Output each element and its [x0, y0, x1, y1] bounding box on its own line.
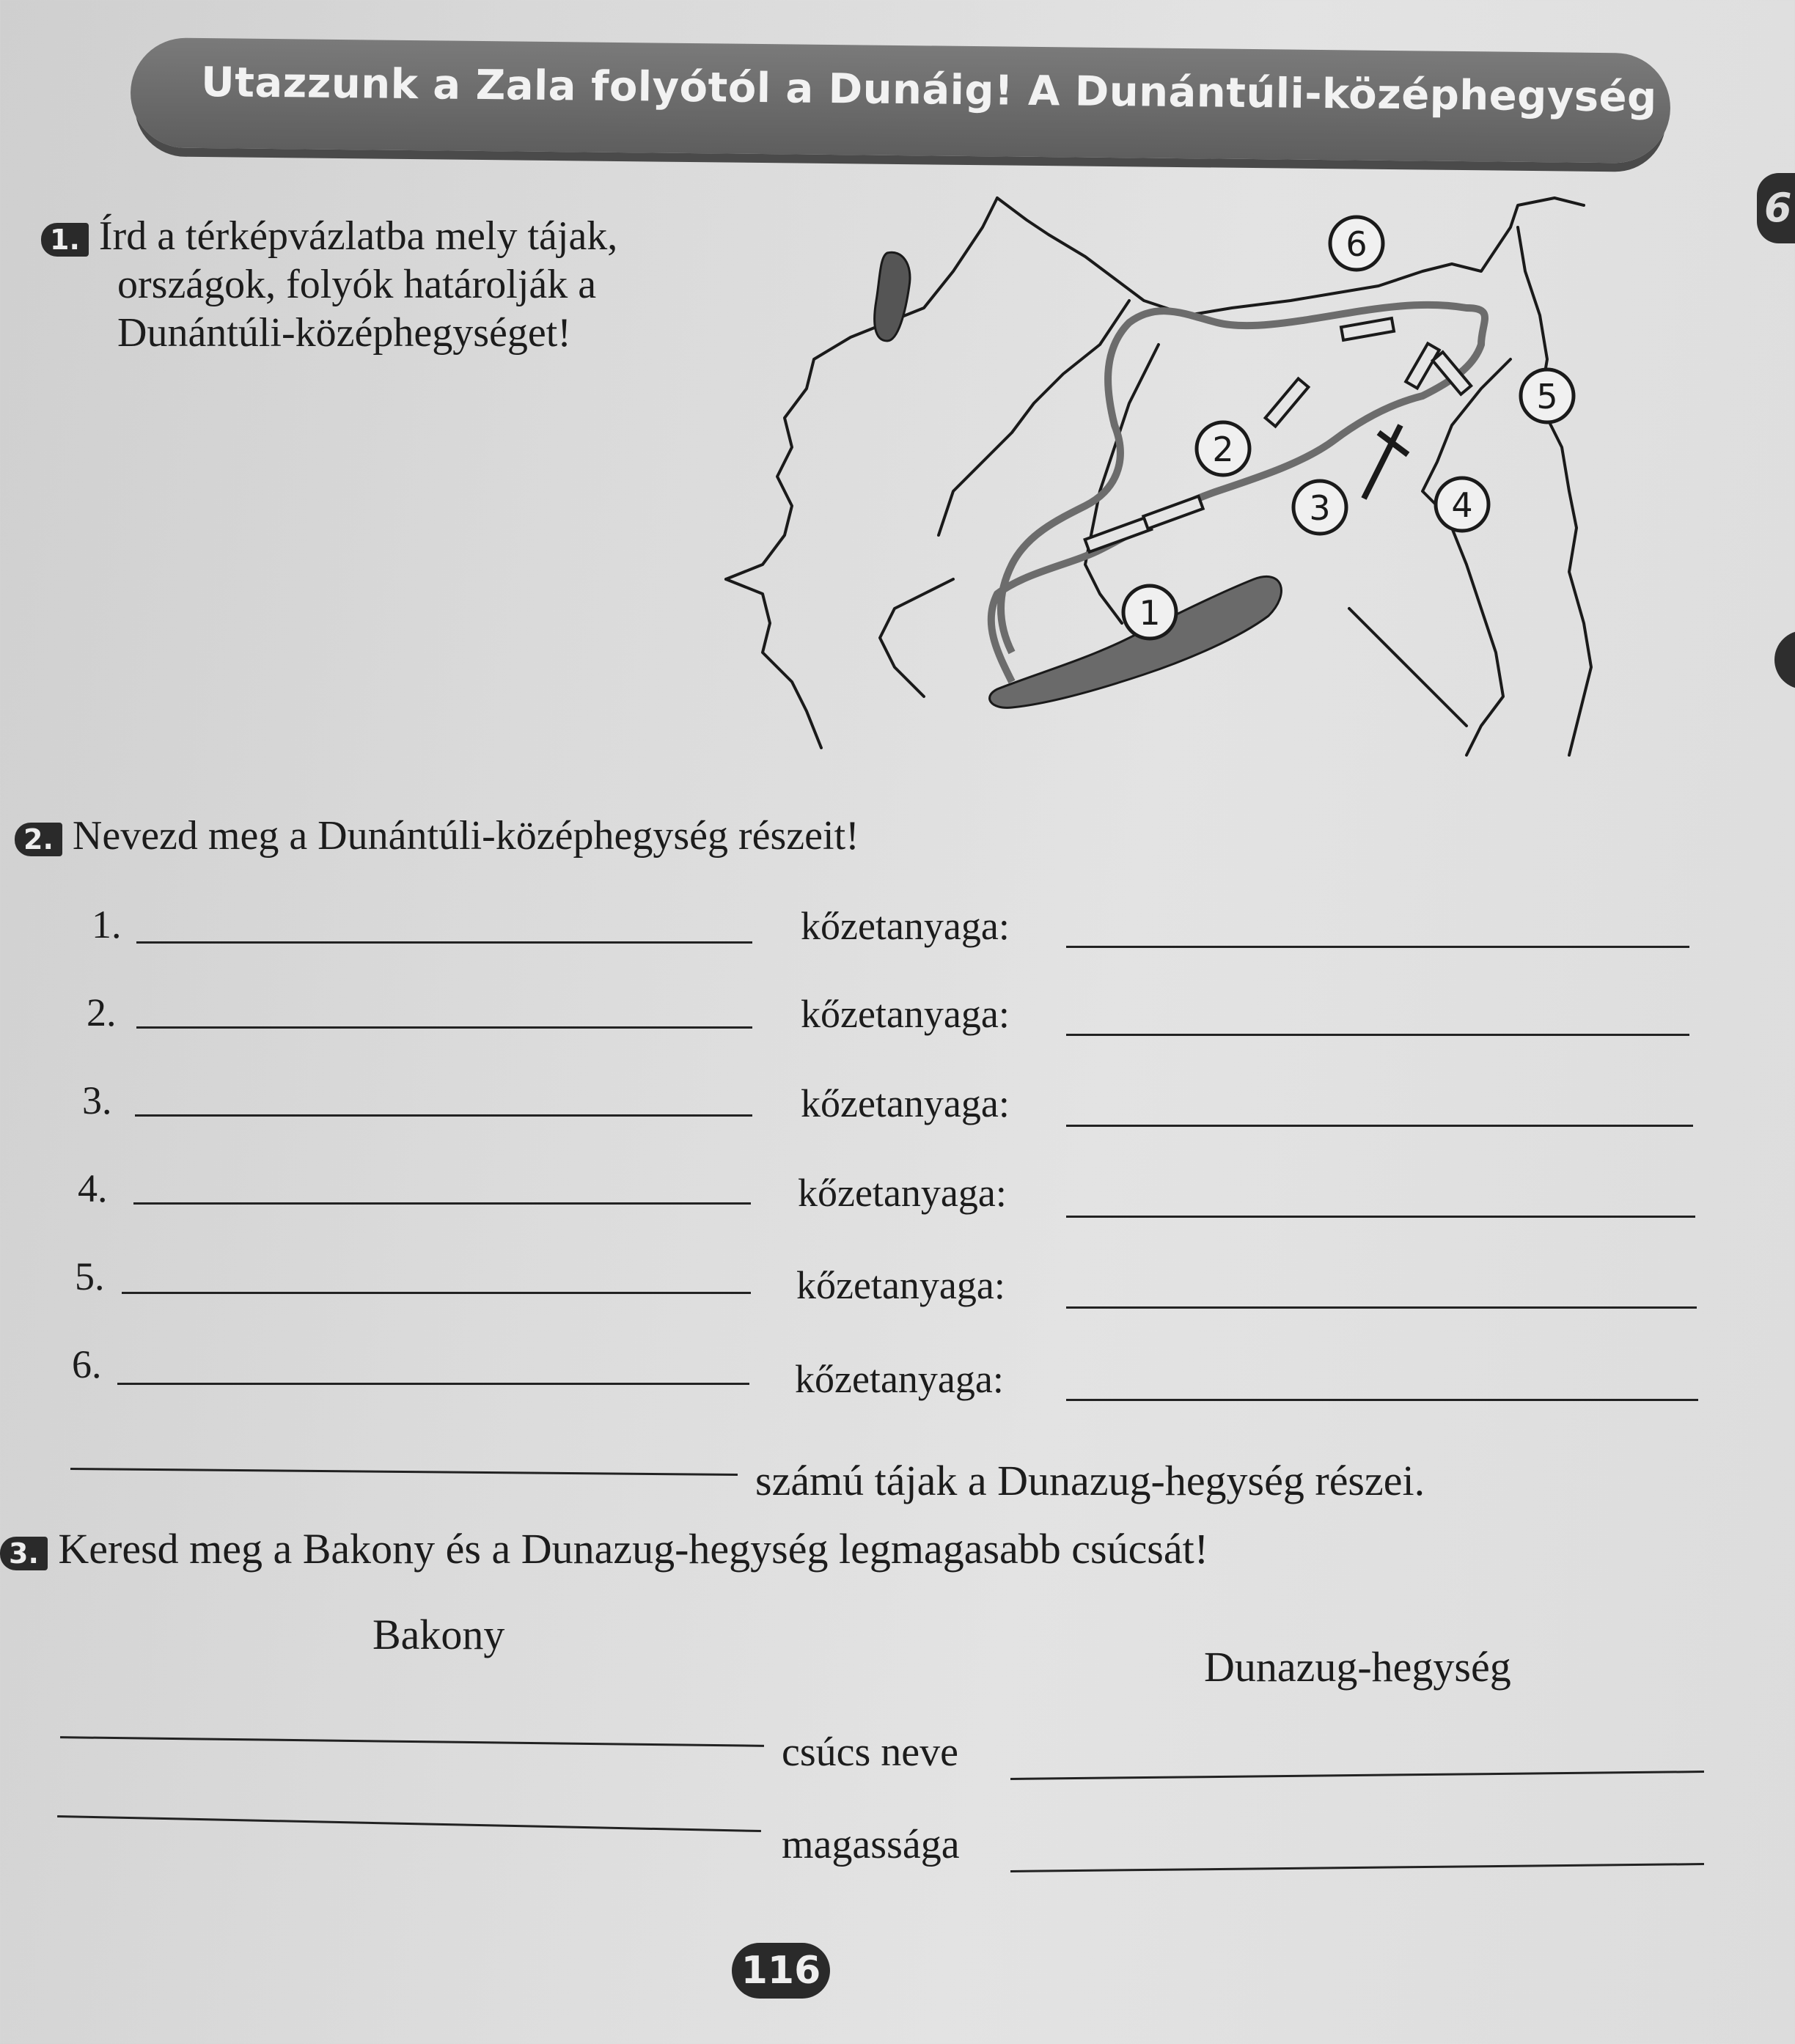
task3-badge: 3.	[0, 1537, 48, 1570]
row-4-rock-blank[interactable]	[1066, 1216, 1695, 1218]
border-west	[726, 198, 997, 579]
river-danube-north	[997, 198, 1584, 315]
height-label: magassága	[782, 1822, 960, 1867]
map-marker-4	[1436, 478, 1489, 531]
task3-heading	[0, 1525, 1208, 1574]
map-marker-5	[1521, 370, 1574, 422]
row-2-rock-label: kőzetanyaga:	[801, 992, 1010, 1036]
col-bakony: Bakony	[372, 1611, 505, 1658]
task1-line-1	[41, 213, 617, 260]
svg-text:1: 1	[1139, 593, 1161, 633]
row-2-name-blank[interactable]	[136, 1026, 752, 1029]
row-3-rock-blank[interactable]	[1066, 1125, 1693, 1127]
river-sw	[726, 579, 821, 748]
ridge-1b	[1143, 496, 1203, 529]
map-marker-6	[1330, 217, 1383, 270]
row-6-rock-blank[interactable]	[1066, 1399, 1698, 1401]
ridge-2	[1266, 378, 1309, 426]
row-5-number: 5.	[75, 1254, 105, 1298]
dunazug-text: számú tájak a Dunazug-hegység részei.	[755, 1457, 1425, 1504]
task1-line-3: Dunántúli-középhegységet!	[117, 310, 571, 356]
task1-badge: 1.	[41, 223, 89, 257]
task2-heading	[15, 812, 859, 859]
chapter-tab: 6	[1757, 173, 1795, 243]
bakony-height-blank[interactable]	[57, 1815, 761, 1832]
dunazug-peak-name-blank[interactable]	[1010, 1771, 1704, 1780]
row-6-name-blank[interactable]	[117, 1383, 749, 1385]
row-2-rock-blank[interactable]	[1066, 1034, 1689, 1036]
row-4-number: 4.	[78, 1166, 108, 1210]
ridge-6	[1341, 318, 1394, 340]
lake-ferto	[875, 252, 910, 341]
dunazug-height-blank[interactable]	[1010, 1863, 1704, 1872]
task1-text: Írd a térképvázlatba mely tájak,	[98, 213, 618, 259]
task1-line-2: országok, folyók határolják a	[117, 262, 597, 307]
river-se	[1349, 609, 1467, 726]
task2-badge: 2.	[15, 823, 62, 856]
row-5-name-blank[interactable]	[122, 1292, 751, 1294]
page-number: 116	[732, 1943, 830, 1999]
dunazug-numbers-blank[interactable]	[70, 1468, 738, 1476]
row-3-number: 3.	[82, 1078, 112, 1122]
bakony-peak-name-blank[interactable]	[60, 1736, 764, 1747]
margin-marker	[1774, 631, 1795, 689]
row-5-rock-label: kőzetanyaga:	[796, 1263, 1005, 1307]
map-marker-1	[1123, 586, 1176, 639]
row-1-rock-label: kőzetanyaga:	[801, 904, 1010, 948]
row-1-name-blank[interactable]	[136, 941, 752, 944]
river-zala	[1085, 345, 1159, 623]
svg-text:2: 2	[1212, 430, 1234, 469]
svg-text:4: 4	[1451, 485, 1473, 525]
row-4-name-blank[interactable]	[133, 1202, 751, 1205]
svg-text:5: 5	[1536, 377, 1558, 416]
ridge-3	[1364, 425, 1408, 499]
row-3-name-blank[interactable]	[135, 1114, 752, 1117]
row-6-rock-label: kőzetanyaga:	[795, 1357, 1004, 1401]
page-title: Utazzunk a Zala folyótól a Dunáig! A Dunántúli-középhegység	[200, 59, 1658, 122]
title-banner	[130, 37, 1670, 163]
row-4-rock-label: kőzetanyaga:	[798, 1171, 1007, 1215]
map-sketch	[704, 183, 1613, 770]
task2-text: Nevezd meg a Dunántúli-középhegység részeit!	[72, 813, 859, 859]
col-dunazug: Dunazug-hegység	[1204, 1643, 1511, 1691]
row-1-number: 1.	[92, 902, 122, 946]
river-south	[880, 579, 953, 696]
row-6-number: 6.	[72, 1342, 102, 1386]
row-5-rock-blank[interactable]	[1066, 1306, 1697, 1309]
row-1-rock-blank[interactable]	[1066, 946, 1689, 948]
row-3-rock-label: kőzetanyaga:	[801, 1081, 1010, 1125]
svg-text:6: 6	[1346, 224, 1368, 264]
task3-text: Keresd meg a Bakony és a Dunazug-hegység legmagasabb csúcsát!	[58, 1525, 1209, 1573]
ridge-5a	[1406, 344, 1439, 389]
peak-name-label: csúcs neve	[782, 1729, 959, 1775]
svg-text:3: 3	[1309, 488, 1331, 528]
row-2-number: 2.	[87, 990, 117, 1034]
map-marker-3	[1293, 481, 1346, 534]
map-marker-2	[1197, 422, 1249, 475]
river-east	[1518, 227, 1591, 755]
